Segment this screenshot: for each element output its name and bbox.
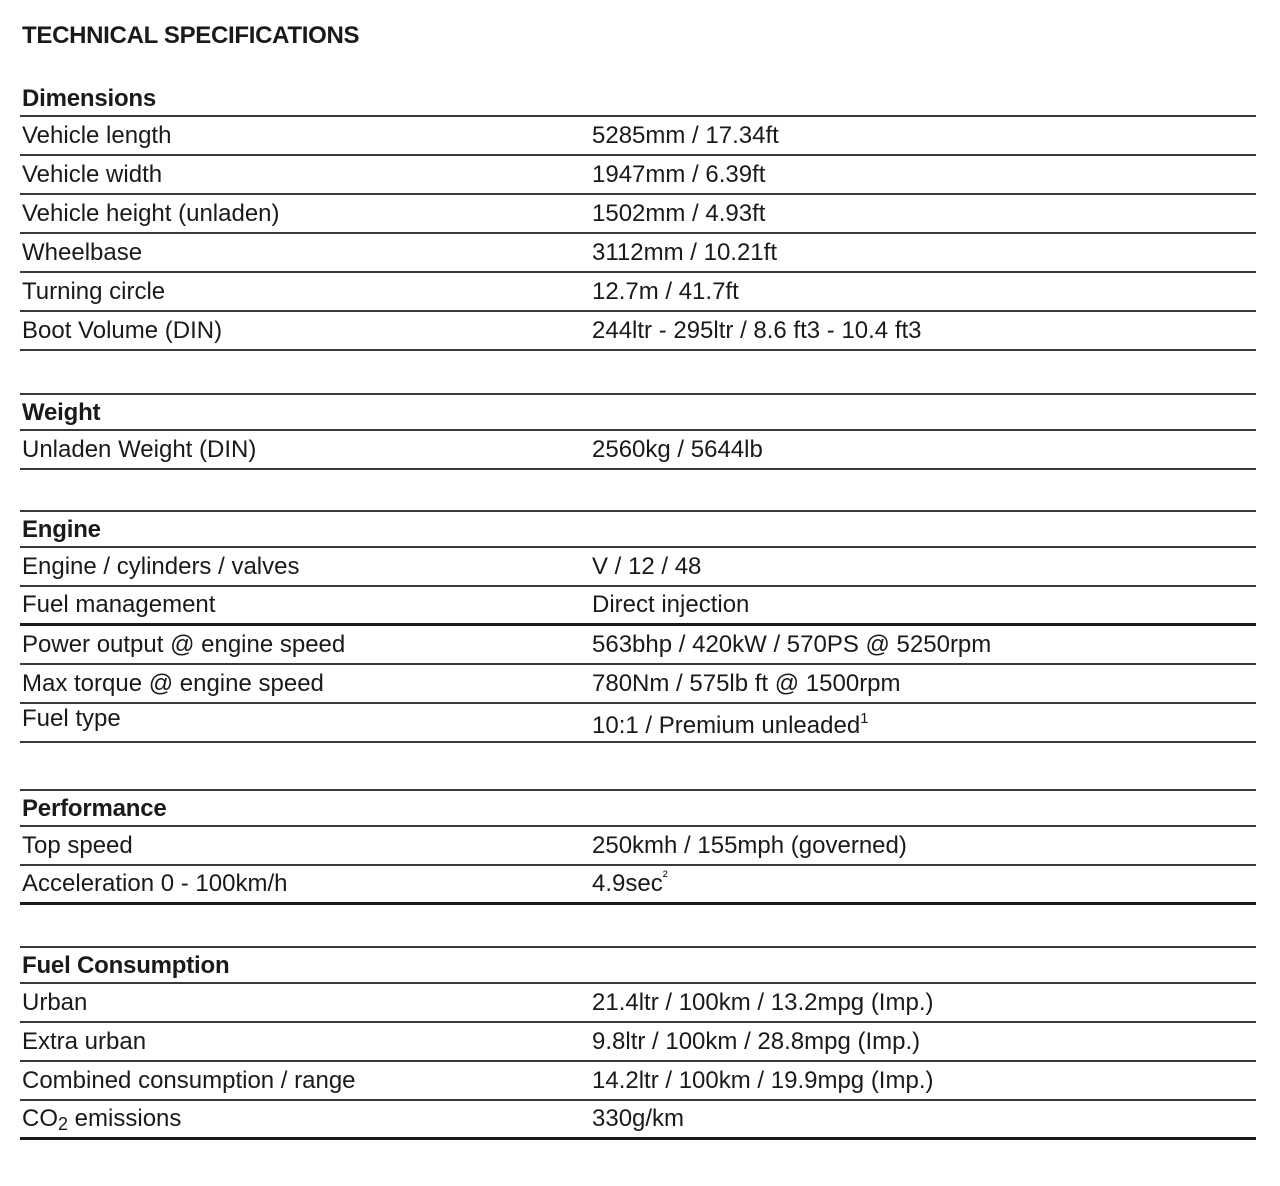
section-heading [20,510,1256,548]
section-heading-label: Weight [22,399,101,426]
spec-value: 1502mm / 4.93ft [592,200,766,227]
section-dimensions [20,79,1256,351]
spec-row [20,827,1256,866]
spec-label: Top speed [22,832,133,859]
spec-label: Combined consumption / range [22,1067,356,1094]
spec-value: 12.7m / 41.7ft [592,278,739,305]
page-title: TECHNICAL SPECIFICATIONS [22,22,360,49]
spec-label: Unladen Weight (DIN) [22,436,257,463]
spec-value: 9.8ltr / 100km / 28.8mpg (Imp.) [592,1028,921,1055]
spec-value: 250kmh / 155mph (governed) [592,832,907,859]
spec-value: 780Nm / 575lb ft @ 1500rpm [592,670,901,697]
spec-value [592,712,869,740]
spec-label: Acceleration 0 - 100km/h [22,870,288,897]
spec-row [20,626,1256,665]
spec-label [22,1105,181,1133]
section-heading [20,946,1256,984]
spec-row [20,587,1256,626]
section-heading [20,393,1256,431]
spec-label: Power output @ engine speed [22,631,346,658]
spec-value: 5285mm / 17.34ft [592,122,779,149]
spec-value: 563bhp / 420kW / 570PS @ 5250rpm [592,631,992,658]
section-engine [20,510,1256,743]
spec-label: Max torque @ engine speed [22,670,324,697]
spec-row [20,548,1256,587]
spec-label: Engine / cylinders / valves [22,553,300,580]
spec-value: Direct injection [592,591,750,618]
spec-row [20,704,1256,743]
spec-row [20,866,1256,905]
spec-row [20,1023,1256,1062]
spec-row [20,195,1256,234]
spec-label: Wheelbase [22,239,143,266]
footnote-marker: ² [662,868,668,885]
spec-label: Fuel type [22,705,121,732]
spec-value: V / 12 / 48 [592,553,702,580]
spec-row [20,1062,1256,1101]
spec-row [20,984,1256,1023]
spec-row [20,117,1256,156]
spec-label: Fuel management [22,591,216,618]
spec-label: Urban [22,989,88,1016]
spec-label: Vehicle width [22,161,163,188]
spec-row [20,273,1256,312]
co2-label-main: CO [22,1105,58,1132]
section-fuel-consumption [20,946,1256,1140]
co2-label-rest: emissions [68,1105,182,1132]
spec-value: 14.2ltr / 100km / 19.9mpg (Imp.) [592,1067,934,1094]
spec-value [592,870,668,898]
spec-row [20,665,1256,704]
section-weight [20,393,1256,470]
spec-row [20,431,1256,470]
spec-row [20,1101,1256,1140]
spec-value: 244ltr - 295ltr / 8.6 ft3 - 10.4 ft3 [592,317,922,344]
spec-row [20,234,1256,273]
footnote-marker: 1 [860,710,869,727]
section-performance [20,789,1256,905]
section-heading [20,79,1256,117]
spec-value: 1947mm / 6.39ft [592,161,766,188]
spec-label: Vehicle height (unladen) [22,200,280,227]
spec-row [20,156,1256,195]
spec-value: 21.4ltr / 100km / 13.2mpg (Imp.) [592,989,934,1016]
spec-value: 330g/km [592,1105,685,1132]
spec-row [20,312,1256,351]
section-heading-label: Dimensions [22,85,157,112]
spec-value: 3112mm / 10.21ft [592,239,777,266]
spec-value-text: 4.9sec [592,870,663,897]
co2-subscript: 2 [58,1114,69,1134]
spec-label: Boot Volume (DIN) [22,317,223,344]
section-heading-label: Fuel Consumption [22,952,230,979]
spec-value: 2560kg / 5644lb [592,436,763,463]
section-heading [20,789,1256,827]
spec-label: Extra urban [22,1028,147,1055]
section-heading-label: Performance [22,795,167,822]
section-heading-label: Engine [22,516,101,543]
spec-label: Turning circle [22,278,166,305]
spec-value-text: 10:1 / Premium unleaded [592,712,861,739]
spec-label: Vehicle length [22,122,172,149]
